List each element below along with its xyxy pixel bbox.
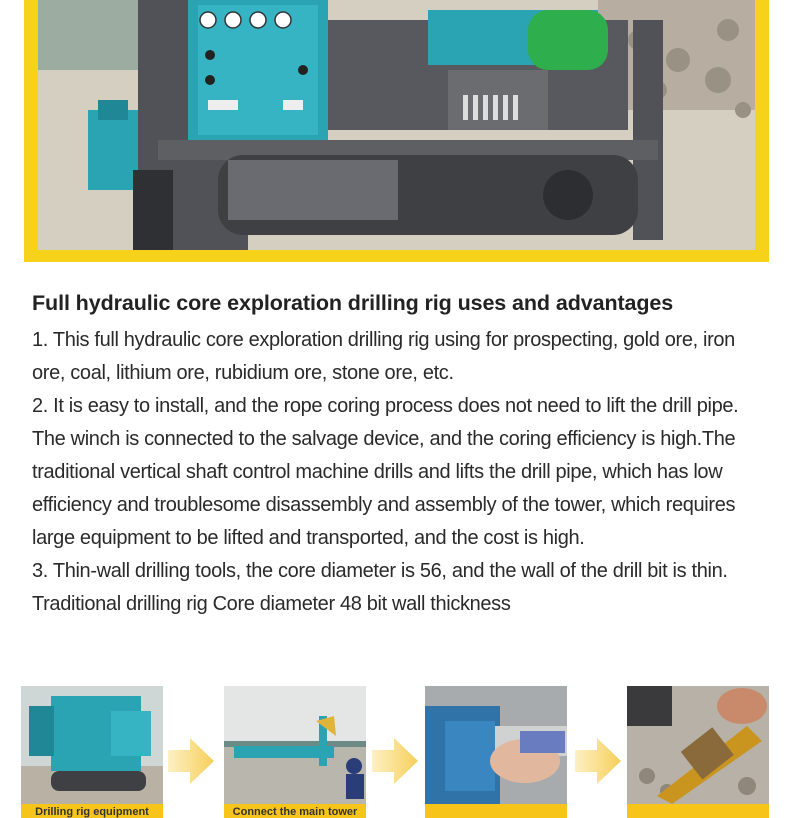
step-rig-equipment: [21, 686, 163, 818]
arrow-right-icon: [575, 736, 621, 786]
drill-pipe-hand-photo: [425, 686, 567, 804]
step-caption: Connect the main tower: [224, 804, 366, 818]
step-main-tower: [224, 686, 366, 818]
step-drill-pipe: [425, 686, 567, 818]
hero-image-frame: [24, 0, 769, 262]
step-caption: [425, 804, 567, 818]
article-paragraph-1: 1. This full hydraulic core exploration drilling rig using for prospecting, gold ore, iron ore, coal, lithium ore, rubidium ore, stone ore, etc.: [32, 329, 735, 384]
rig-equipment-photo: [21, 686, 163, 804]
article-paragraph-3: 3. Thin-wall drilling tools, the core diameter is 56, and the wall of the drill bit is thin. Traditional drilling rig Core diameter 48 bit wall thickness: [32, 560, 728, 615]
core-tube-photo: [627, 686, 769, 804]
drilling-rig-photo: [38, 0, 755, 250]
arrow-right-icon: [168, 736, 214, 786]
article-paragraph-2: 2. It is easy to install, and the rope coring process does not need to lift the drill pipe. The winch is connected to the salvage device, and the coring efficiency is high.The traditional vertical shaft control machine drills and lifts the drill pipe, which has low efficiency and troublesome disassembly and assembly of the tower, which requires large equipment to be lifted and transported, and the cost is high.: [32, 395, 739, 549]
article: [32, 286, 772, 621]
process-steps: [0, 686, 790, 818]
step-core-tube: [627, 686, 769, 818]
article-title: Full hydraulic core exploration drilling rig uses and advantages: [32, 291, 674, 315]
main-tower-photo: [224, 686, 366, 804]
arrow-right-icon: [372, 736, 418, 786]
step-caption: [627, 804, 769, 818]
step-caption: Drilling rig equipment: [21, 804, 163, 818]
